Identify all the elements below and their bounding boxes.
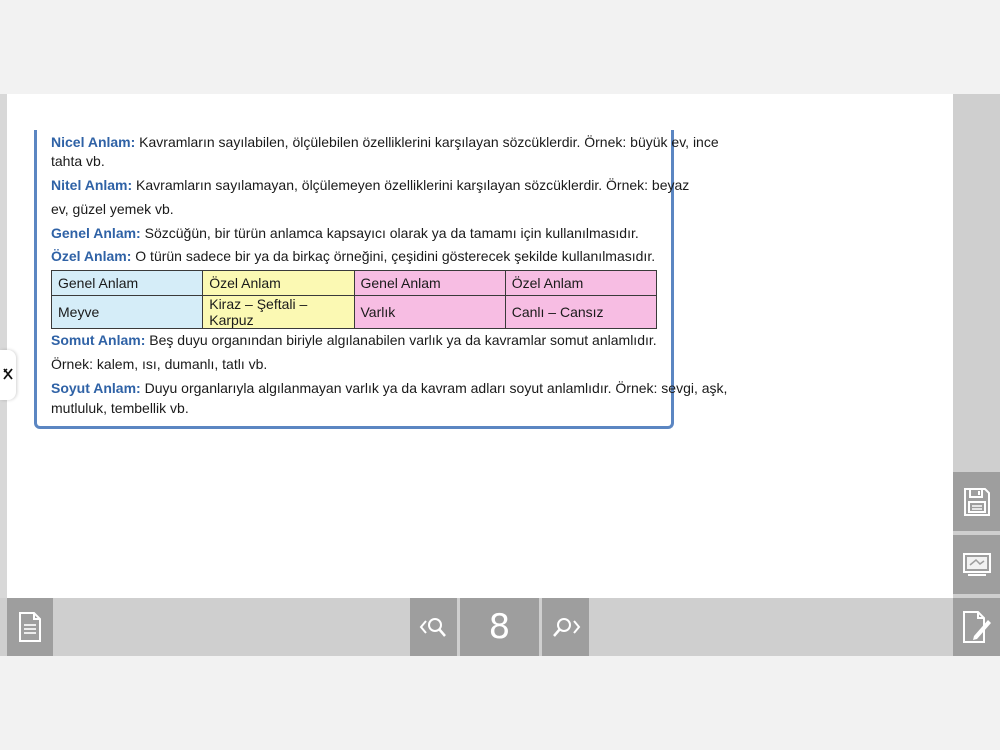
definition-soyut: Duyu organlarıyla algılanmayan varlık ya da kavram adları soyut anlamlıdır. Örnek: sevgi, aşk, [144,380,728,396]
tools-icon [3,368,13,380]
term-nitel: Nitel Anlam: [51,177,133,193]
table-cell: Genel Anlam [354,271,505,296]
definition-ozel: O türün sadece bir ya da birkaç örneğini, çeşidini gösterecek şekilde kullanılmasıdır. [135,248,656,264]
table-cell: Meyve [52,296,203,329]
paragraph-ozel [51,247,655,265]
save-button[interactable] [953,472,1000,531]
definition-somut: Beş duyu organından biriyle algılanabilen varlık ya da kavramlar somut anlamlıdır. [149,332,657,348]
table-cell: Özel Anlam [203,271,354,296]
table-cell: Özel Anlam [505,271,656,296]
concept-table [51,270,657,329]
zoom-in-button[interactable] [542,598,589,656]
document-button[interactable] [7,598,53,656]
edit-note-icon [962,610,992,644]
definition-genel: Sözcüğün, bir türün anlamca kapsayıcı olarak ya da tamamı için kullanılmasıdır. [144,225,639,241]
page-number-display[interactable] [460,598,539,656]
edit-note-button[interactable] [953,598,1000,656]
definition-nitel: Kavramların sayılamayan, ölçülemeyen özelliklerini karşılayan sözcüklerdir. Örnek: beyaz [136,177,690,193]
concept-content-box [34,130,728,429]
paragraph-soyut-cont: mutluluk, tembellik vb. [51,400,189,416]
zoom-in-icon [551,614,581,640]
term-somut: Somut Anlam: [51,332,146,348]
image-icon [962,552,992,578]
image-button[interactable] [953,535,1000,594]
table-row [52,296,657,329]
paragraph-soyut [51,379,727,397]
term-soyut: Soyut Anlam: [51,380,141,396]
document-icon [18,611,42,643]
side-tools-tab[interactable] [0,350,16,400]
paragraph-nicel-cont: tahta vb. [51,153,105,169]
paragraph-somut-example: Örnek: kalem, ısı, dumanlı, tatlı vb. [51,356,268,372]
paragraph-nicel [51,133,719,151]
left-edge-strip [0,94,7,598]
table-cell: Kiraz – Şeftali – Karpuz [203,296,354,329]
table-header-row [52,271,657,296]
save-icon [963,487,991,517]
paragraph-genel [51,224,639,242]
table-cell: Genel Anlam [52,271,203,296]
paragraph-somut [51,331,657,349]
paragraph-nitel-cont: ev, güzel yemek vb. [51,201,174,217]
definition-nicel: Kavramların sayılabilen, ölçülebilen özelliklerini karşılayan sözcüklerdir. Örnek: büyük ev, ince [139,134,719,150]
zoom-out-icon [419,614,449,640]
table-cell: Varlık [354,296,505,329]
table-cell: Canlı – Cansız [505,296,656,329]
term-genel: Genel Anlam: [51,225,141,241]
term-ozel: Özel Anlam: [51,248,132,264]
paragraph-nitel [51,176,689,194]
page-number: 8 [488,607,511,647]
term-nicel: Nicel Anlam: [51,134,136,150]
zoom-out-button[interactable] [410,598,457,656]
